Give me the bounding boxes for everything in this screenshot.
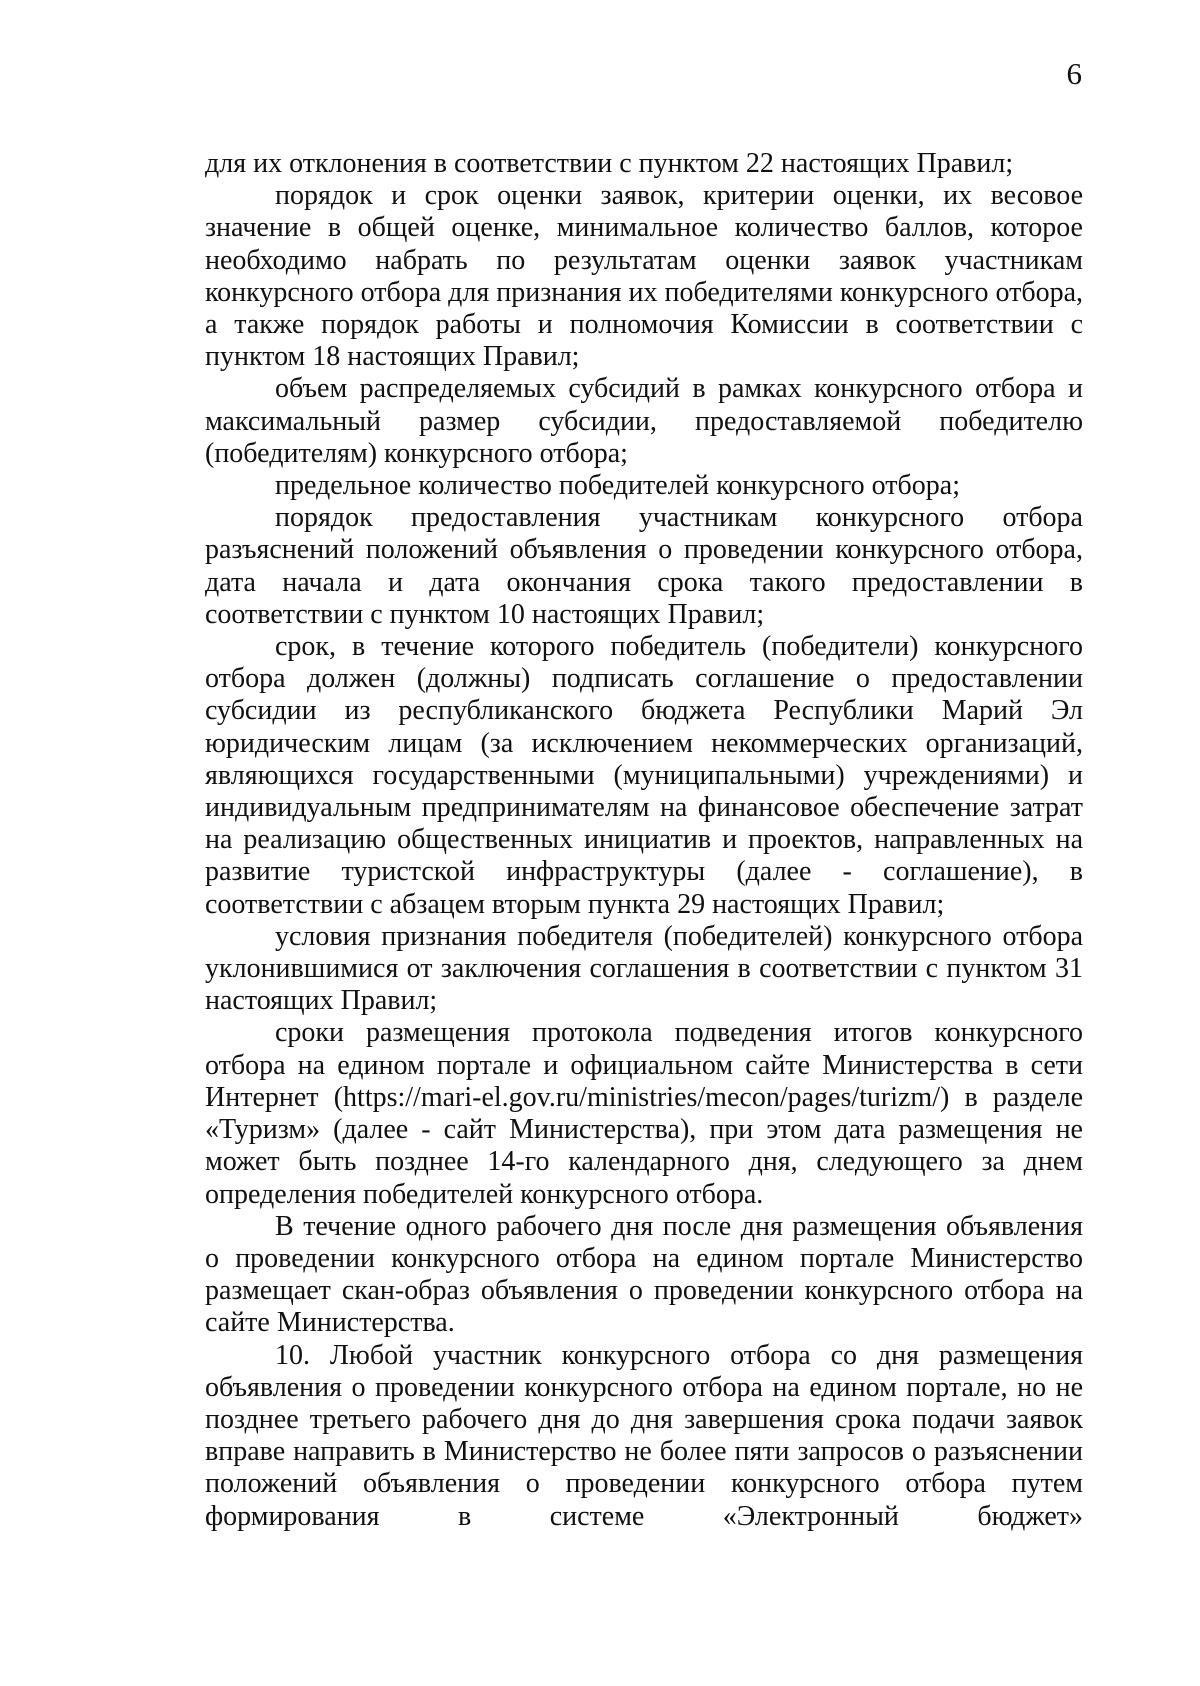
paragraph-clarifications: порядок предоставления участникам конкурсного отбора разъяснений положений объявления о проведении конкурсного отбора, дата начала и дата окончания срока такого предоставлении в соответствии с пунктом 10 настоящих Правил; xyxy=(205,502,1083,630)
paragraph-agreement-term: срок, в течение которого победитель (победители) конкурсного отбора должен (должны) подписать соглашение о предоставлении субсидии из республиканского бюджета Республики Марий Эл юридическим лицам (за исключением некоммерческих организаций, являющихся государственными (муниципальными) учреждениями) и индивидуальным предпринимателям на финансовое обеспечение затрат на реализацию общественных инициатив и проектов, направленных на развитие туристской инфраструктуры (далее - соглашение), в соответствии с абзацем вторым пункта 29 настоящих Правил; xyxy=(205,631,1083,920)
paragraph-item-10: 10. Любой участник конкурсного отбора со дня размещения объявления о проведении конкурсного отбора на едином портале, но не позднее третьего рабочего дня до дня завершения срока подачи заявок вправе направить в Министерство не более пяти запросов о разъяснении положений объявления о проведении конкурсного отбора путем формирования в системе «Электронный бюджет» xyxy=(205,1339,1083,1532)
paragraph-evaluation-procedure: порядок и срок оценки заявок, критерии оценки, их весовое значение в общей оценке, минимальное количество баллов, которое необходимо набрать по результатам оценки заявок участникам конкурсного отбора для признания их победителями конкурсного отбора, а также порядок работы и полномочия Комиссии в соответствии с пунктом 18 настоящих Правил; xyxy=(205,180,1083,373)
paragraph-evasion-conditions: условия признания победителя (победителей) конкурсного отбора уклонившимися от заключения соглашения в соответствии с пунктом 31 настоящих Правил; xyxy=(205,920,1083,1017)
paragraph-protocol-publication: сроки размещения протокола подведения итогов конкурсного отбора на едином портале и официальном сайте Министерства в сети Интернет (https://mari-el.gov.ru/ministries/mecon/pages/turizm/) в разделе «Туризм» (далее - сайт Министерства), при этом дата размещения не может быть позднее 14-го календарного дня, следующего за днем определения победителей конкурсного отбора. xyxy=(205,1017,1083,1210)
paragraph-subsidy-volume: объем распределяемых субсидий в рамках конкурсного отбора и максимальный размер субсидии, предоставляемой победителю (победителям) конкурсного отбора; xyxy=(205,373,1083,469)
paragraph-continuation: для их отклонения в соответствии с пунктом 22 настоящих Правил; xyxy=(205,148,1014,179)
document-body xyxy=(205,148,1083,1533)
page-number: 6 xyxy=(1066,56,1082,91)
paragraph-winners-limit: предельное количество победителей конкурсного отбора; xyxy=(275,470,960,502)
paragraph-scan-publication: В течение одного рабочего дня после дня размещения объявления о проведении конкурсного отбора на едином портале Министерство размещает скан-образ объявления о проведении конкурсного отбора на сайте Министерства. xyxy=(205,1210,1083,1339)
